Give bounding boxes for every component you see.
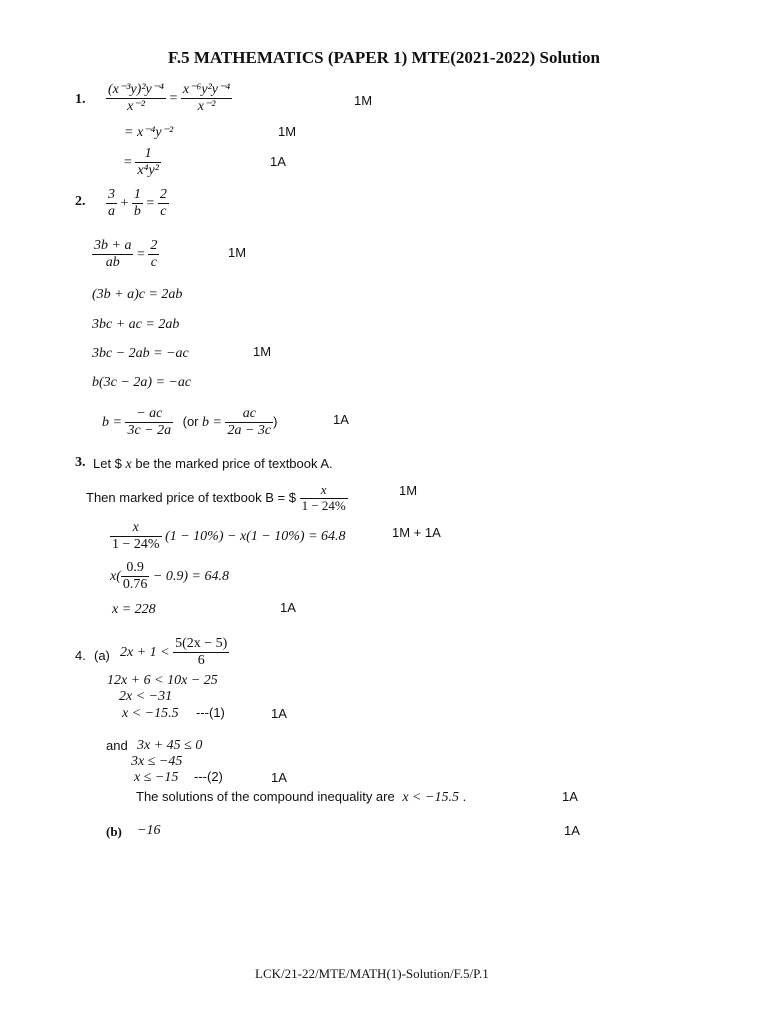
q3-equation-1	[110, 520, 346, 553]
q2-term3-den: c	[160, 204, 167, 220]
question-1-number: 1.	[75, 92, 86, 107]
q4-mark-3: 1A	[562, 789, 578, 804]
q3-equation-2	[110, 560, 229, 593]
q2-term2-den: b	[133, 204, 141, 220]
q3-eq1-den: 1 − 24%	[112, 537, 160, 553]
q4-conclusion	[136, 789, 466, 806]
q2-term1-num: 3	[106, 187, 117, 204]
q4-a-line4-tag: ---(1)	[196, 705, 225, 720]
q4-a-line2: 12x + 6 < 10x − 25	[107, 673, 218, 688]
q3-then-statement	[86, 483, 348, 514]
q1-lhs-denominator: x⁻²	[127, 99, 145, 115]
q4-and-label: and	[106, 738, 128, 753]
q4-conclusion-expr: x < −15.5	[402, 790, 459, 805]
q2-step1-lhs-num: 3b + a	[92, 238, 133, 255]
q2-step1-equals: =	[136, 246, 145, 262]
q2-term2-num: 1	[132, 187, 143, 204]
q4-a-line3: 2x < −31	[119, 689, 173, 704]
q4-mark-1: 1A	[271, 706, 287, 721]
q3-let-text-b: be the marked price of textbook A.	[135, 456, 333, 471]
q1-rhs-denominator: x⁻²	[197, 99, 216, 115]
q4-b-line1: 3x + 45 ≤ 0	[137, 738, 203, 753]
q3-let-text-a: Let $	[93, 456, 122, 471]
q2-plus: +	[120, 195, 129, 211]
q4-part-b-answer: −16	[137, 823, 161, 838]
q3-let-variable: x	[125, 457, 132, 472]
q2-step6-num2: ac	[225, 406, 273, 423]
q2-step6-den2: 2a − 3c	[227, 423, 272, 439]
q4-part-b-label: (b)	[106, 824, 122, 839]
q4-mark-4: 1A	[564, 823, 580, 838]
q2-step1-rhs-den: c	[150, 255, 157, 271]
q3-eq2-den: 0.76	[122, 577, 148, 593]
q4-a-line1-den: 6	[197, 653, 205, 669]
q2-step6-or: (or	[182, 413, 199, 429]
q2-step1-lhs-den: ab	[105, 255, 120, 271]
q2-step2: (3b + a)c = 2ab	[92, 287, 183, 302]
q2-step6-b-equals: b =	[102, 414, 122, 430]
q1-lhs-numerator: (x⁻³y)²y⁻⁴	[106, 82, 166, 99]
q3-then-text: Then marked price of textbook B	[86, 489, 274, 505]
q3-eq1-num: x	[110, 520, 162, 537]
q2-step5: b(3c − 2a) = −ac	[92, 375, 192, 390]
page-title: F.5 MATHEMATICS (PAPER 1) MTE(2021-2022) Solution	[168, 48, 600, 67]
q4-a-line1	[120, 636, 229, 669]
q3-let-statement	[93, 456, 333, 473]
q2-step6	[102, 406, 277, 439]
page-footer: LCK/21-22/MTE/MATH(1)-Solution/F.5/P.1	[255, 966, 489, 981]
q2-mark-3: 1A	[333, 412, 349, 427]
q3-then-equals: = $	[277, 489, 296, 505]
q2-step6-num1: − ac	[125, 406, 173, 423]
q2-step6-b-equals-2: b =	[202, 414, 222, 430]
q2-step1	[92, 238, 159, 271]
q3-mark-2: 1M + 1A	[392, 525, 441, 540]
question-3-number: 3.	[75, 455, 86, 470]
q4-b-line2: 3x ≤ −45	[131, 754, 183, 769]
q4-a-line1-num: 5(2x − 5)	[173, 636, 229, 653]
q3-eq1-rest: (1 − 10%) − x(1 − 10%) = 64.8	[165, 528, 346, 544]
q4-conclusion-text: The solutions of the compound inequality are	[136, 789, 395, 804]
q4-part-a-label: (a)	[94, 648, 110, 663]
q2-step3: 3bc + ac = 2ab	[92, 317, 180, 332]
q1-mark-1: 1M	[354, 93, 373, 108]
q1-mark-2: 1M	[278, 124, 297, 139]
q1-equals: =	[169, 90, 178, 106]
q1-line2: = x⁻⁴y⁻²	[124, 125, 174, 140]
q3-eq2-num: 0.9	[121, 560, 150, 577]
q2-step6-close: )	[273, 413, 278, 429]
q2-term1-den: a	[108, 204, 115, 220]
q3-then-num: x	[300, 483, 348, 499]
q3-eq2-rest: − 0.9) = 64.8	[152, 568, 229, 584]
q2-step1-rhs-num: 2	[148, 238, 159, 255]
q1-line3	[124, 146, 161, 179]
q2-mark-2: 1M	[253, 344, 272, 359]
q3-mark-1: 1M	[399, 483, 418, 498]
q1-line3-equals: =	[124, 154, 132, 170]
q3-mark-3: 1A	[280, 600, 296, 615]
q3-eq2-pre: x(	[110, 568, 121, 584]
q4-a-line1-lhs: 2x + 1 <	[120, 644, 170, 660]
q1-mark-3: 1A	[270, 154, 286, 169]
q2-step4: 3bc − 2ab = −ac	[92, 346, 189, 361]
q2-term3-num: 2	[158, 187, 169, 204]
q4-mark-2: 1A	[271, 770, 287, 785]
q2-equals: =	[146, 195, 155, 211]
question-4-number: 4.	[75, 648, 86, 663]
q1-rhs-numerator: x⁻⁶y²y⁻⁴	[181, 82, 232, 99]
q2-mark-1: 1M	[228, 245, 247, 260]
q1-line1	[106, 82, 232, 115]
q4-b-line3-tag: ---(2)	[194, 769, 223, 784]
q1-line3-numerator: 1	[135, 146, 161, 163]
q4-b-line3: x ≤ −15	[134, 770, 179, 785]
question-2-number: 2.	[75, 194, 86, 209]
q1-line3-denominator: x⁴y²	[137, 163, 159, 179]
q3-equation-3: x = 228	[112, 602, 156, 617]
q2-step6-den1: 3c − 2a	[127, 423, 172, 439]
q4-a-line4: x < −15.5	[122, 706, 179, 721]
q4-conclusion-period: .	[462, 789, 467, 804]
q2-given-equation	[106, 187, 169, 220]
q3-then-den: 1 − 24%	[301, 497, 346, 513]
